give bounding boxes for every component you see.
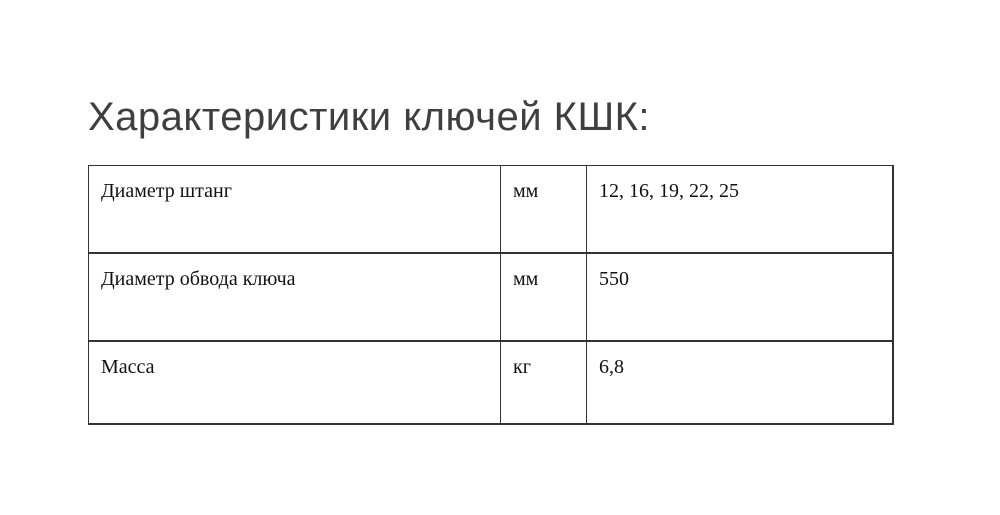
- spec-unit-cell: мм: [501, 253, 587, 341]
- spec-name-cell: Диаметр штанг: [89, 166, 501, 253]
- table-row: [89, 341, 893, 424]
- specs-table: [88, 165, 894, 425]
- spec-unit-cell: кг: [501, 341, 587, 424]
- spec-value-cell: 550: [587, 253, 893, 341]
- spec-unit-cell: мм: [501, 166, 587, 253]
- spec-name-cell: Диаметр обвода ключа: [89, 253, 501, 341]
- spec-name-cell: Масса: [89, 341, 501, 424]
- table-row: [89, 166, 893, 253]
- page-title: Характеристики ключей КШК:: [88, 95, 651, 139]
- spec-value-cell: 6,8: [587, 341, 893, 424]
- table-row: [89, 253, 893, 341]
- spec-value-cell: 12, 16, 19, 22, 25: [587, 166, 893, 253]
